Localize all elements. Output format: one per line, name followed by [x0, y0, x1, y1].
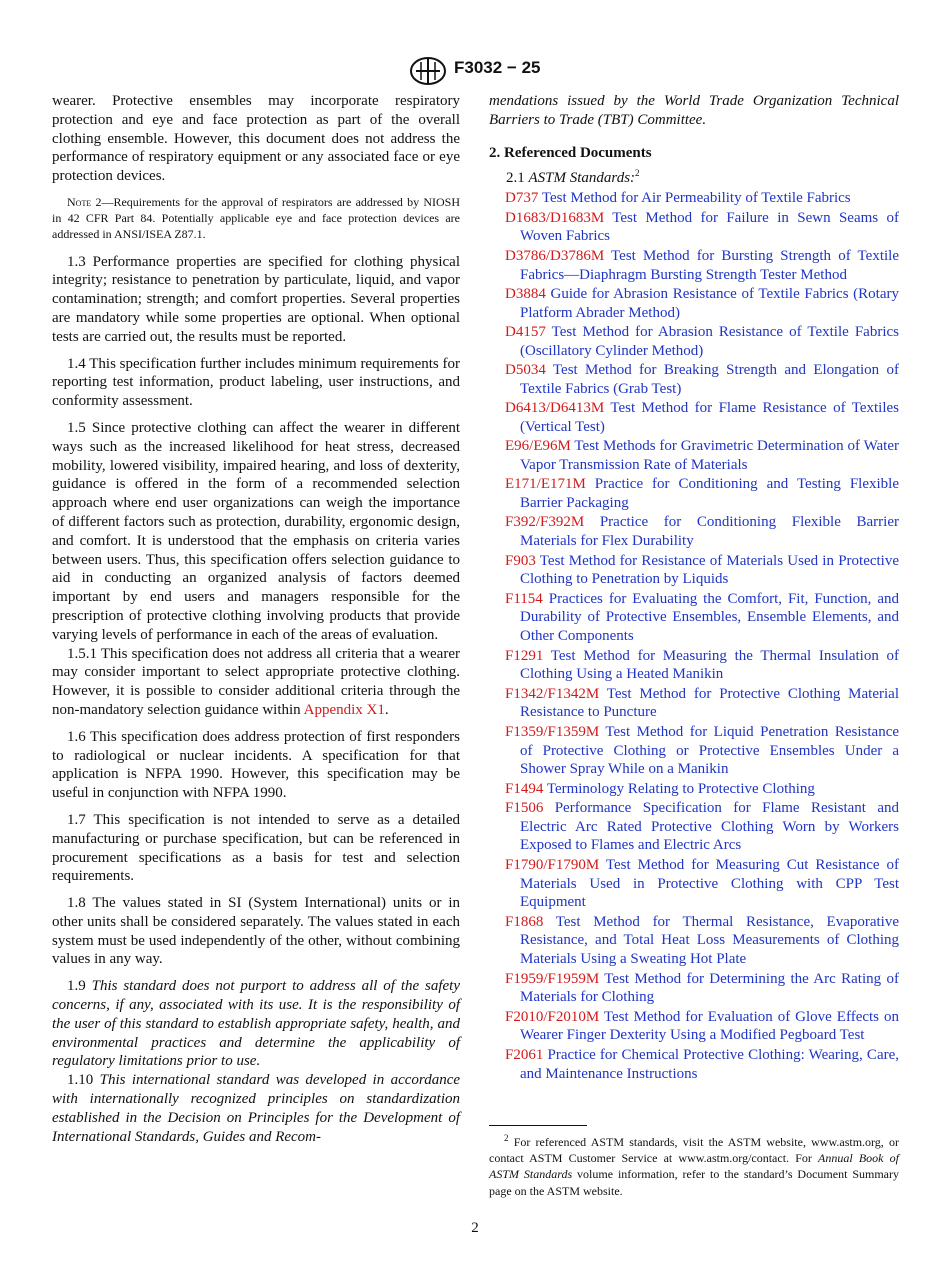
reference-item [489, 399, 899, 437]
subsection-label: ASTM Standards: [528, 169, 636, 186]
paragraph-1-9 [52, 977, 460, 1071]
reference-item [489, 552, 899, 590]
reference-code-link[interactable]: F1291 [505, 647, 544, 664]
reference-title-link[interactable]: Test Method for Abrasion Resistance of Textile Fabrics (Oscillatory Cylinder Method) [520, 323, 899, 359]
reference-title-link[interactable]: Test Method for Measuring Cut Resistance of Materials Used in Protective Clothing with CPP Test Equipment [520, 856, 899, 911]
reference-title-link[interactable]: Test Method for Protective Clothing Material Resistance to Puncture [520, 685, 899, 721]
left-column [52, 92, 460, 1154]
footnote-marker: 2 [504, 1133, 509, 1143]
reference-code-link[interactable]: E171/E171M [505, 476, 586, 493]
reference-title-link[interactable]: Test Method for Flame Resistance of Textiles (Vertical Test) [520, 400, 899, 435]
subsection-number: 2.1 [506, 169, 529, 186]
paragraph-1-4: 1.4 This specification further includes minimum requirements for reporting test information, product labeling, user instructions, and conformity assessment. [52, 355, 460, 410]
reference-code-link[interactable]: D4157 [505, 323, 546, 340]
reference-code-link[interactable]: F1506 [505, 799, 544, 816]
reference-code-link[interactable]: F392/F392M [505, 514, 585, 531]
paragraph-1-7: 1.7 This specification is not intended to serve as a detailed manufacturing or purchase specification, but can be referenced in procurement specifications as a basis for test and selection requirements. [52, 811, 460, 885]
reference-title-link[interactable]: Test Method for Determining the Arc Rating of Materials for Clothing [520, 970, 899, 1006]
page-number: 2 [471, 1220, 479, 1236]
reference-item [489, 590, 899, 646]
section-heading-referenced-documents: 2. Referenced Documents [489, 144, 652, 161]
subsection-astm-standards [506, 169, 899, 188]
paragraph-1-6: 1.6 This specification does address protection of first responders to radiological or nuclear incidents. A specification for that application is NFPA 1990. However, this specification may be useful in conjunction with NFPA 1990. [52, 728, 460, 802]
reference-title-link[interactable]: Test Method for Breaking Strength and Elongation of Textile Fabrics (Grab Test) [520, 362, 899, 397]
paragraph-intro-continued: wearer. Protective ensembles may incorporate respiratory protection and eye and face protection as part of the overall clothing ensemble. However, this document does not address the performance of respiratory equipment or any associated face or eye protection devices. [52, 93, 460, 185]
appendix-x1-link[interactable]: Appendix X1 [303, 701, 385, 718]
reference-code-link[interactable]: D737 [505, 190, 539, 207]
reference-item [489, 723, 899, 779]
reference-item [489, 970, 899, 1008]
reference-title-link[interactable]: Test Methods for Gravimetric Determination of Water Vapor Transmission Rate of Materials [520, 438, 900, 474]
paragraph-1-5-1-end: . [384, 701, 389, 718]
reference-item [489, 209, 899, 247]
reference-item [489, 780, 899, 799]
paragraph-1-10 [52, 1071, 460, 1146]
right-column [489, 92, 899, 1084]
footnote-ref-2[interactable]: 2 [635, 167, 640, 178]
reference-list [489, 189, 899, 1083]
paragraph-1-10-continued: mendations issued by the World Trade Organization Technical Barriers to Trade (TBT) Committee. [489, 93, 899, 128]
reference-code-link[interactable]: F903 [505, 552, 536, 569]
reference-title-link[interactable]: Test Method for Evaluation of Glove Effects on Wearer Finger Dexterity Using a Modified Pegboard Test [520, 1008, 899, 1044]
note-2 [52, 194, 460, 243]
paragraph-1-10-number: 1.10 [67, 1072, 100, 1089]
reference-title-link[interactable]: Test Method for Measuring the Thermal Insulation of Clothing Using a Heated Manikin [520, 647, 899, 683]
reference-title-link[interactable]: Test Method for Air Permeability of Textile Fabrics [541, 190, 851, 207]
paragraph-1-5: 1.5 Since protective clothing can affect the wearer in different ways such as the increased likelihood for heat stress, decreased mobility, lowered visibility, impaired hearing, and loss of dexterity, guidance is offered in the form of a recommended selection approach where end user organizations can weigh the importance of different factors such as protection, durability, ergonomic design, and comfort. It is understood that the emphasis on criteria varies between users. Thus, this specification offers selection guidance to aid in conducting an organized analysis of factors deemed important by end users and managers responsible for the prescription of protective clothing involving products that provide varying levels of performance in each of the areas of evaluation. [52, 419, 460, 643]
paragraph-1-9-text: This standard does not purport to address all of the safety concerns, if any, associated with its use. It is the responsibility of the user of this standard to establish appropriate safety, health, and environmental practices and determine the applicability of regulatory limitations prior to use. [52, 978, 461, 1070]
reference-code-link[interactable]: F1959/F1959M [505, 970, 600, 987]
reference-item [489, 189, 899, 208]
reference-code-link[interactable]: F1790/F1790M [505, 856, 600, 873]
reference-title-link[interactable]: Practice for Conditioning Flexible Barrier Materials for Flex Durability [520, 514, 899, 550]
astm-logo-icon [409, 56, 447, 86]
reference-title-link[interactable]: Test Method for Liquid Penetration Resistance of Protective Clothing or Protective Ensembles Under a Shower Spray While on a Manikin [520, 723, 900, 778]
reference-code-link[interactable]: D6413/D6413M [505, 400, 605, 417]
reference-code-link[interactable]: F1868 [505, 913, 544, 930]
reference-code-link[interactable]: D1683/D1683M [505, 209, 605, 226]
reference-title-link[interactable]: Terminology Relating to Protective Clothing [546, 780, 815, 797]
reference-code-link[interactable]: F1494 [505, 780, 544, 797]
reference-item [489, 647, 899, 685]
reference-code-link[interactable]: F1359/F1359M [505, 723, 600, 740]
footnote-2 [489, 1134, 899, 1199]
reference-item [489, 437, 899, 475]
reference-title-link[interactable]: Practice for Chemical Protective Clothing: Wearing, Care, and Maintenance Instructions [520, 1046, 900, 1082]
paragraph-1-5-1-text: 1.5.1 This specification does not address all criteria that a wearer may consider important to select appropriate protective clothing. However, it is possible to consider additional criteria through the non-mandatory selection guidance within [52, 645, 460, 718]
paragraph-1-10-text: This international standard was developed in accordance with internationally recognized principles on standardization established in the Decision on Principles for the Development of International Standards, Guides and Recom- [52, 1072, 461, 1145]
reference-code-link[interactable]: F1342/F1342M [505, 685, 600, 702]
footnote-text-2: volume information, refer to the standard’s Document Summary page on the ASTM website. [489, 1167, 899, 1198]
footnote-rule [489, 1125, 587, 1126]
reference-title-link[interactable]: Test Method for Failure in Sewn Seams of Woven Fabrics [520, 209, 899, 245]
paragraph-1-8: 1.8 The values stated in SI (System International) units or in other units shall be considered separately. The values stated in each system must be used independently of the other, without combining values in any way. [52, 895, 460, 968]
reference-item [489, 285, 899, 323]
reference-code-link[interactable]: E96/E96M [505, 438, 571, 455]
reference-title-link[interactable]: Practice for Conditioning and Testing Flexible Barrier Packaging [520, 476, 899, 512]
paragraph-1-9-number: 1.9 [67, 978, 92, 995]
reference-item [489, 513, 899, 551]
reference-code-link[interactable]: D3884 [505, 285, 546, 302]
reference-code-link[interactable]: D3786/D3786M [505, 247, 605, 264]
reference-title-link[interactable]: Test Method for Resistance of Materials Used in Protective Clothing to Penetration by Liquids [520, 552, 900, 588]
reference-item [489, 247, 899, 285]
footnote-text-1: For referenced ASTM standards, visit the ASTM website, www.astm.org, or contact ASTM Customer Service at www.astm.org/contact. For [489, 1135, 899, 1166]
reference-title-link[interactable]: Practices for Evaluating the Comfort, Fit, Function, and Durability of Protective Ensembles, Ensemble Elements, and Other Components [520, 590, 900, 645]
reference-title-link[interactable]: Test Method for Bursting Strength of Textile Fabrics—Diaphragm Bursting Strength Tester Method [520, 247, 899, 283]
note-label: Note 2 [67, 194, 102, 209]
document-designation: F3032 − 25 [454, 58, 541, 77]
note-text: —Requirements for the approval of respirators are addressed by NIOSH in 42 CFR Part 84. Potentially applicable eye and face protection devices are addressed in ANSI/ISEA Z87.1. [52, 194, 461, 242]
reference-code-link[interactable]: F2010/F2010M [505, 1008, 600, 1025]
reference-item [489, 685, 899, 723]
reference-item [489, 475, 899, 513]
reference-code-link[interactable]: F1154 [505, 590, 543, 607]
reference-item [489, 913, 899, 969]
reference-title-link[interactable]: Guide for Abrasion Resistance of Textile Fabrics (Rotary Platform Abrader Method) [520, 285, 900, 321]
reference-item [489, 799, 899, 855]
page-header [0, 54, 950, 88]
paragraph-1-3: 1.3 Performance properties are specified for clothing physical integrity; resistance to penetration by particulate, liquid, and vapor contamination; strength; and comfort properties. Several properties are mandatory while some properties are optional. When optional tests are carried out, the results must be reported. [52, 253, 460, 345]
reference-item [489, 856, 899, 912]
reference-item [489, 323, 899, 361]
reference-item [489, 1008, 899, 1046]
reference-code-link[interactable]: D5034 [505, 362, 546, 379]
reference-title-link[interactable]: Performance Specification for Flame Resistant and Electric Arc Rated Protective Clothing Worn by Workers Exposed to Flames and Electric Arcs [520, 799, 899, 854]
reference-title-link[interactable]: Test Method for Thermal Resistance, Evaporative Resistance, and Total Heat Loss Measurements of Clothing Materials Using a Sweating Hot Plate [520, 913, 899, 968]
reference-item [489, 1046, 899, 1084]
paragraph-1-5-1 [52, 645, 460, 720]
reference-code-link[interactable]: F2061 [505, 1046, 544, 1063]
footnote-italic: Annual Book of ASTM Standards [489, 1151, 899, 1182]
reference-item [489, 361, 899, 399]
